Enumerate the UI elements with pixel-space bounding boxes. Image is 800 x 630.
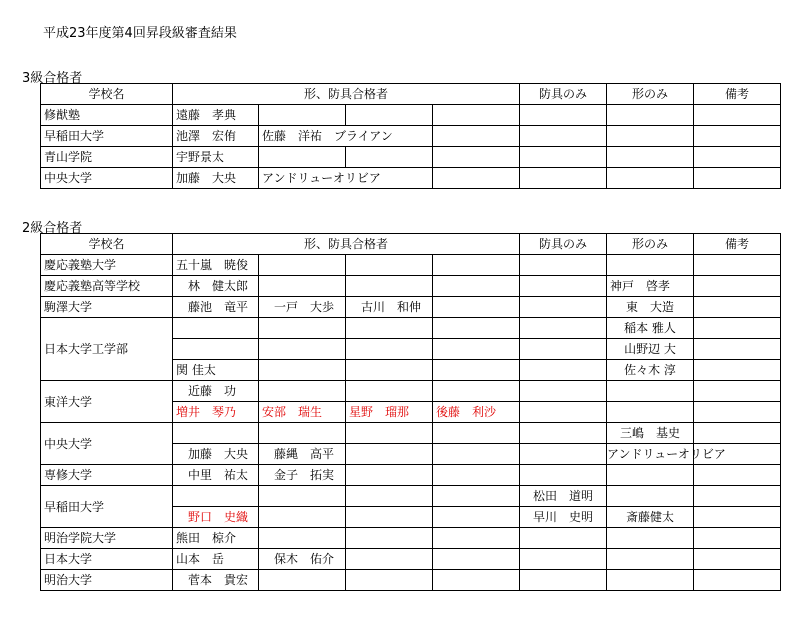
kata-only-name: 佐々木 淳 (607, 360, 694, 381)
page-title: 平成23年度第4回昇段級審査結果 (43, 26, 237, 41)
passer-name: 五十嵐 暁俊 (173, 255, 259, 276)
table-row (41, 549, 781, 570)
passer-name: 増井 琴乃 (173, 402, 259, 423)
header-school: 学校名 (41, 84, 173, 105)
school-name: 専修大学 (41, 465, 173, 486)
passer-name: 後藤 利沙 (433, 402, 520, 423)
section-title-grade2: 2級合格者 (22, 221, 83, 236)
table-row (41, 276, 781, 297)
header-kata-only: 形のみ (607, 84, 694, 105)
bogu-only-name: 松田 道明 (520, 486, 607, 507)
passer-name: 加藤 大央 (173, 168, 259, 189)
header-school: 学校名 (41, 234, 173, 255)
school-name: 明治大学 (41, 570, 173, 591)
passer-name: 野口 史織 (173, 507, 259, 528)
school-name: 明治学院大学 (41, 528, 173, 549)
table-row (41, 147, 781, 168)
passer-name: 藤縄 高平 (259, 444, 346, 465)
passer-name: 関 佳太 (173, 360, 259, 381)
table-row (41, 570, 781, 591)
header-kata-bogu: 形、防具合格者 (173, 234, 520, 255)
header-kata-only: 形のみ (607, 234, 694, 255)
bogu-only-name: 早川 史明 (520, 507, 607, 528)
passer-name: 一戸 大歩 (259, 297, 346, 318)
kata-only-name: アンドリューオリビア (607, 444, 694, 465)
grade3-table (40, 83, 781, 189)
passer-name: 古川 和伸 (346, 297, 433, 318)
table-row (41, 105, 781, 126)
header-bogu-only: 防具のみ (520, 234, 607, 255)
passer-name: 加藤 大央 (173, 444, 259, 465)
passer-name: 遠藤 孝典 (173, 105, 259, 126)
passer-name: 宇野景太 (173, 147, 259, 168)
table-row (41, 318, 781, 339)
school-name: 慶応義塾大学 (41, 255, 173, 276)
school-name: 東洋大学 (41, 381, 173, 423)
school-name: 中央大学 (41, 168, 173, 189)
passer-name: 安部 瑞生 (259, 402, 346, 423)
kata-only-name: 三嶋 基史 (607, 423, 694, 444)
passer-name: アンドリューオリビア (259, 168, 433, 189)
passer-name: 星野 瑠那 (346, 402, 433, 423)
passer-name: 林 健太郎 (173, 276, 259, 297)
passer-name: 熊田 椋介 (173, 528, 259, 549)
passer-name: 保木 佑介 (259, 549, 346, 570)
table-row (41, 486, 781, 507)
kata-only-name: 山野辺 大 (607, 339, 694, 360)
table-row (41, 168, 781, 189)
table-header (41, 84, 781, 105)
passer-name: 金子 拓実 (259, 465, 346, 486)
kata-only-name: 稲本 雅人 (607, 318, 694, 339)
table-row (41, 381, 781, 402)
header-notes: 備考 (694, 234, 781, 255)
table-row (41, 255, 781, 276)
table-row (41, 465, 781, 486)
school-name: 日本大学工学部 (41, 318, 173, 381)
section-title-grade3: 3級合格者 (22, 71, 83, 86)
passer-name: 佐藤 洋祐 ブライアン (259, 126, 433, 147)
school-name: 青山学院 (41, 147, 173, 168)
kata-only-name: 斎藤健太 (607, 507, 694, 528)
table-row (41, 297, 781, 318)
kata-only-name: 東 大造 (607, 297, 694, 318)
header-notes: 備考 (694, 84, 781, 105)
school-name: 駒澤大学 (41, 297, 173, 318)
table-row (41, 126, 781, 147)
passer-name: 藤池 竜平 (173, 297, 259, 318)
school-name: 日本大学 (41, 549, 173, 570)
school-name: 中央大学 (41, 423, 173, 465)
header-kata-bogu: 形、防具合格者 (173, 84, 520, 105)
school-name: 修猷塾 (41, 105, 173, 126)
table-row (41, 423, 781, 444)
school-name: 早稲田大学 (41, 126, 173, 147)
kata-only-name: 神戸 啓孝 (607, 276, 694, 297)
passer-name: 中里 祐太 (173, 465, 259, 486)
school-name: 慶応義塾高等学校 (41, 276, 173, 297)
table-row (41, 528, 781, 549)
passer-name: 菅本 貴宏 (173, 570, 259, 591)
table-header (41, 234, 781, 255)
school-name: 早稲田大学 (41, 486, 173, 528)
header-bogu-only: 防具のみ (520, 84, 607, 105)
passer-name: 近藤 功 (173, 381, 259, 402)
grade2-table (40, 233, 781, 591)
passer-name: 山本 岳 (173, 549, 259, 570)
passer-name: 池澤 宏侑 (173, 126, 259, 147)
